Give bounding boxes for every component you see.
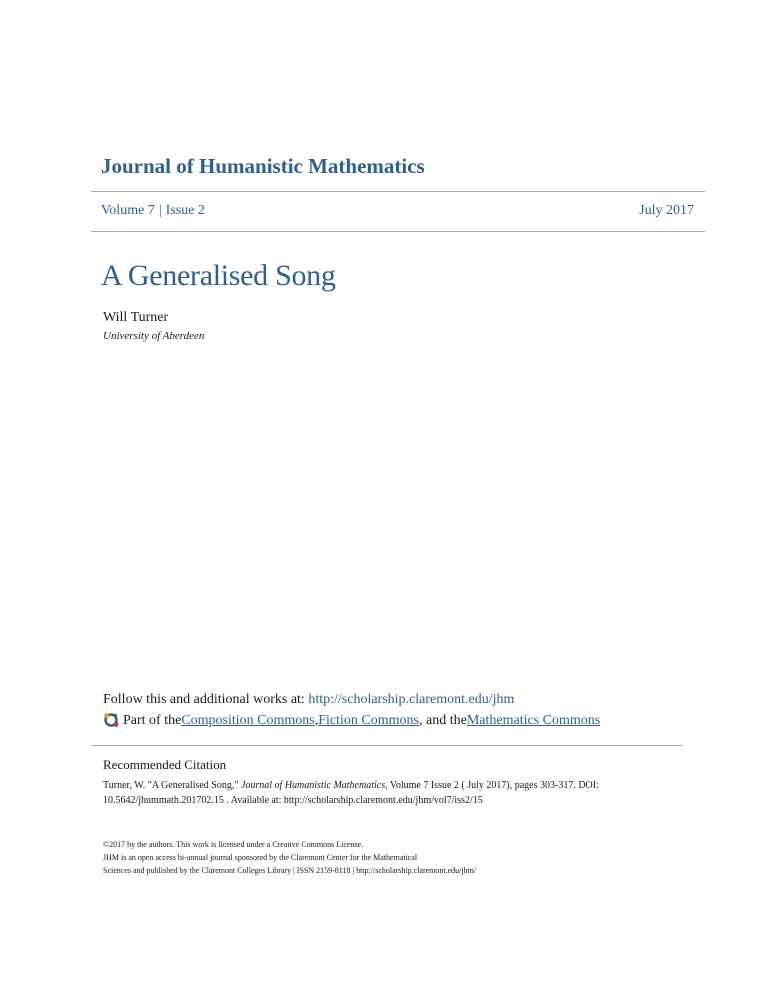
follow-prefix: Follow this and additional works at:	[103, 692, 309, 707]
author-affiliation: University of Aberdeen	[103, 330, 205, 342]
issue-date[interactable]: July 2017	[639, 203, 694, 218]
journal-title[interactable]: Journal of Humanistic Mathematics	[101, 154, 425, 178]
fiction-commons-link[interactable]: Fiction Commons	[318, 713, 419, 728]
volume-link[interactable]: Volume 7	[101, 203, 155, 218]
volume-issue-line	[101, 203, 205, 219]
citation-text	[103, 778, 673, 808]
citation-post: , Volume 7 Issue 2 ( July 2017), pages 303-317. DOI: 10.5642/jhummath.201702.15 . Available at: http://scholarship.claremont.edu/jhm/vol7/iss2/15	[103, 780, 599, 806]
header-divider-top	[91, 191, 705, 192]
repository-link[interactable]: http://scholarship.claremont.edu/jhm	[308, 692, 515, 707]
volume-issue-separator: |	[158, 203, 162, 218]
header-divider-bottom	[91, 231, 705, 232]
citation-journal: Journal of Humanistic Mathematics	[240, 780, 386, 791]
article-title[interactable]: A Generalised Song	[101, 259, 336, 292]
part-of-line	[103, 713, 600, 729]
follow-line	[103, 692, 514, 708]
composition-commons-link[interactable]: Composition Commons	[181, 713, 315, 728]
network-commons-icon	[103, 712, 119, 728]
author-name: Will Turner	[103, 310, 169, 325]
mathematics-commons-link[interactable]: Mathematics Commons	[466, 713, 601, 728]
commons-separator-2: , and the	[418, 713, 467, 728]
license-line-2: JHM is an open access bi-annual journal sponsored by the Claremont Center for the Mathematical	[103, 853, 418, 862]
license-line-1: ©2017 by the authors. This work is licensed under a Creative Commons License.	[103, 840, 364, 849]
part-of-prefix: Part of the	[123, 713, 182, 728]
issue-link[interactable]: Issue 2	[165, 203, 205, 218]
citation-divider	[91, 745, 682, 746]
recommended-citation-heading: Recommended Citation	[103, 757, 227, 772]
commons-separator-1: ,	[314, 713, 319, 728]
citation-pre: Turner, W. "A Generalised Song,"	[103, 780, 241, 791]
license-line-3: Sciences and published by the Claremont Colleges Library | ISSN 2159-8118 | http://scholarship.claremont.edu/jhm/	[103, 866, 477, 875]
license-block	[103, 838, 643, 877]
